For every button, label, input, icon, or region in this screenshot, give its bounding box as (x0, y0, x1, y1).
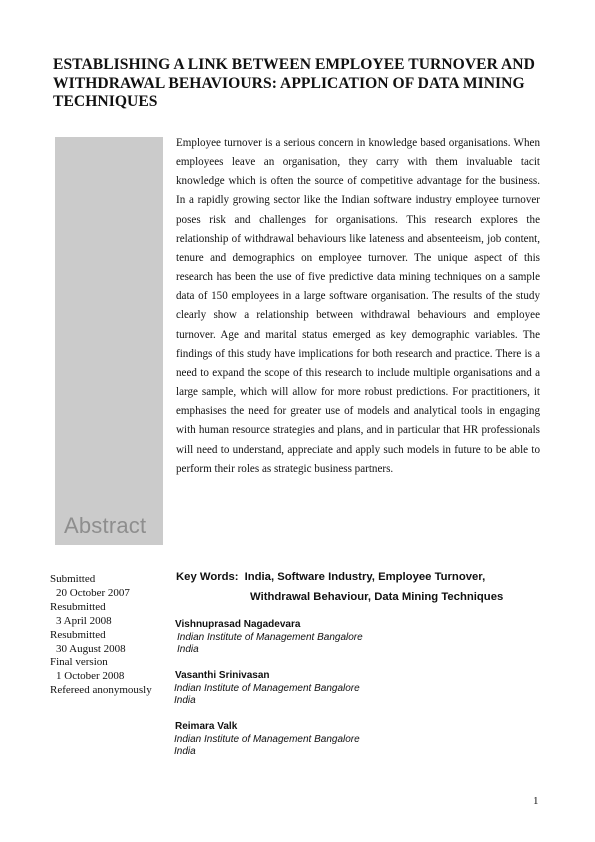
resubmitted-label: Resubmitted (50, 600, 106, 613)
author-entry (174, 721, 474, 759)
keywords-line-1: India, Software Industry, Employee Turnover, (244, 571, 486, 583)
resubmitted-date: 30 August 2008 (56, 642, 126, 655)
author-list (174, 619, 474, 772)
keywords-block (176, 568, 556, 607)
refereed-note: Refereed anonymously (50, 684, 152, 697)
abstract-sidebar-panel (55, 137, 163, 545)
author-affiliation: Indian Institute of Management Bangalore (174, 733, 360, 745)
abstract-heading: Abstract (64, 513, 147, 538)
author-affiliation: Indian Institute of Management Bangalore (174, 682, 360, 694)
author-affiliation: Indian Institute of Management Bangalore (177, 631, 363, 643)
author-country: India (174, 695, 196, 707)
keywords-label: Key Words: (176, 571, 239, 583)
author-name: Vasanthi Srinivasan (175, 670, 270, 682)
author-name: Reimara Valk (175, 721, 238, 733)
author-country: India (174, 746, 196, 758)
author-entry (174, 619, 474, 657)
resubmitted-label: Resubmitted (50, 628, 106, 641)
submitted-label: Submitted (50, 573, 96, 585)
abstract-body: Employee turnover is a serious concern in knowledge based organisations. When employees leave an organisation, they carry with them invaluable tacit knowledge which is often the source of competitive advantage for the business. In a rapidly growing sector like the Indian software industry employee turnover poses risk and challenges for organisations. This research explores the relationship of withdrawal behaviours like lateness and absenteeism, job content, tenure and demographics on employee turnover. The unique aspect of this research has been the use of five predictive data mining techniques on a sample data of 150 employees in a large software organisation. The results of the study clearly show a relationship between withdrawal behaviours and employee turnover. Age and marital status emerged as key demographic variables. The findings of this study have implications for both research and practice. There is a need to expand the scope of this research to include multiple organisations and a large sample, which will allow for more robust predictions. For practitioners, it emphasises the need for greater use of models and analytical tools in engaging with human resource strategies and plans, and in particular that HR professionals will need to understand, appreciate and apply such models in future to be able to perform their roles as strategic business partners. (176, 137, 540, 475)
paper-title: ESTABLISHING A LINK BETWEEN EMPLOYEE TURNOVER AND WITHDRAWAL BEHAVIOURS: APPLICATION OF DATA MINING TECHNIQUES (53, 56, 535, 110)
page-number: 1 (533, 795, 539, 807)
submission-history (50, 573, 170, 698)
author-entry (174, 670, 474, 708)
author-country: India (177, 644, 199, 656)
final-version-date: 1 October 2008 (56, 670, 125, 683)
keywords-line-2: Withdrawal Behaviour, Data Mining Techniques (250, 590, 504, 603)
submitted-date: 20 October 2007 (56, 586, 130, 599)
author-name: Vishnuprasad Nagadevara (175, 619, 301, 630)
resubmitted-date: 3 April 2008 (56, 614, 112, 627)
final-version-label: Final version (50, 656, 108, 669)
